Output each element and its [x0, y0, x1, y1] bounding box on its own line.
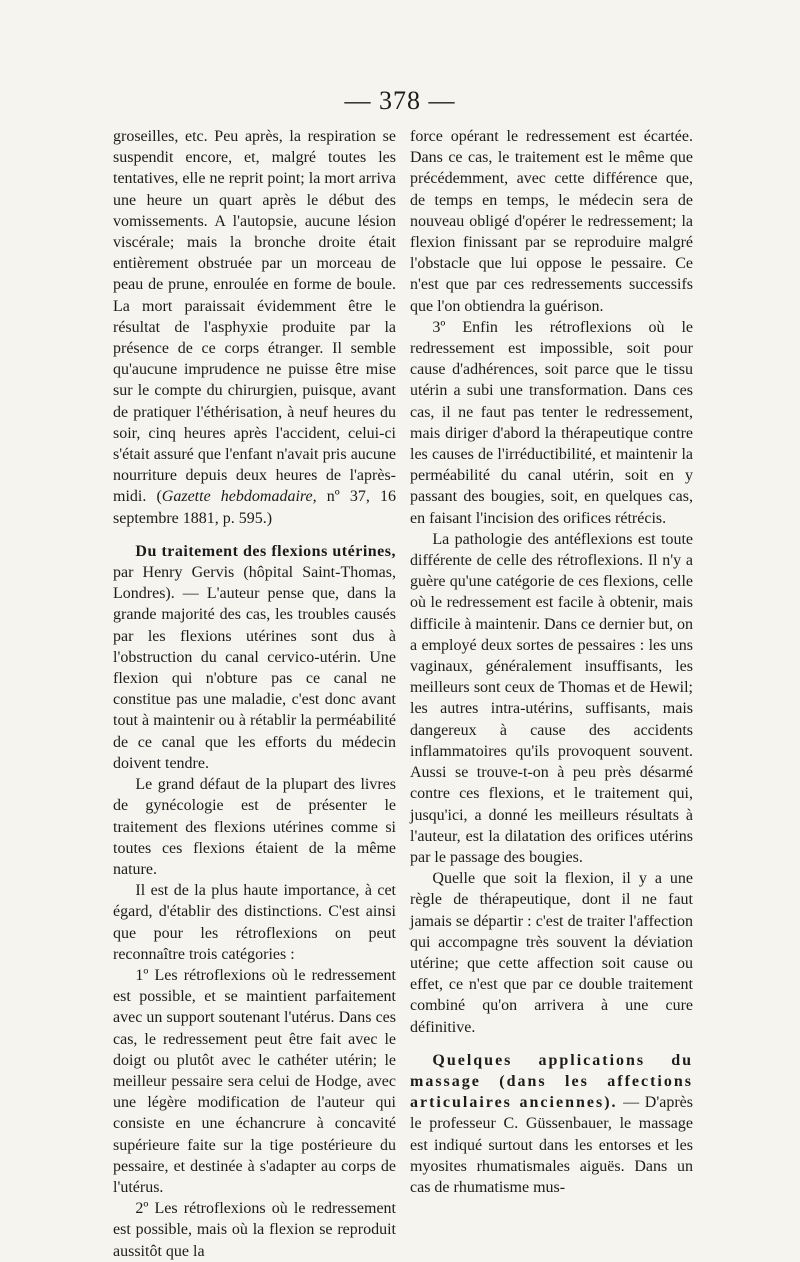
paragraph: Il est de la plus haute importance, à cet égard, d'établir des distinctions. C'est ainsi que pour les rétroflexions on peut reconnaître trois catégories :	[113, 882, 396, 963]
article-intro: — D'après le professeur C. Güssenbauer, le massage est indiqué surtout dans les entorses et les myosites rhumatismales aiguës. Dans un cas de rhumatisme mus-	[410, 1094, 694, 1196]
article-paragraph	[113, 541, 396, 774]
paragraph: Le grand défaut de la plupart des livres de gynécologie est de présenter le traitement des flexions utérines comme si toutes ces flexions étaient de la même nature.	[113, 776, 396, 878]
page-number: — 378 —	[344, 86, 456, 115]
right-column	[410, 126, 693, 1198]
citation-details: nº 37, 16 septembre 1881, p. 595.)	[113, 488, 396, 527]
article-paragraph	[410, 1050, 693, 1198]
article-title: Du traitement des flexions utérines,	[135, 542, 396, 560]
paragraph: 3º Enfin les rétroflexions où le redressement est impossible, soit pour cause d'adhérences, soit parce que le tissu utérin a subi une transformation. Dans ces cas, il ne faut pas tenter le redressement, mais diriger d'abord la thérapeutique contre les causes de l'irréductibilité, et maintenir la perméabilité du canal utérin, soit en y passant des bougies, soit, en quelques cas, en faisant l'incision des orifices rétrécis.	[410, 318, 693, 527]
paragraph: Quelle que soit la flexion, il y a une règle de thérapeutique, dont il ne faut jamais se départir : c'est de traiter l'affection qui accompagne très souvent la déviation utérine; que cette affection soit cause ou effet, ce n'est que par ce double traitement combiné qu'on arrivera à une cure définitive.	[410, 870, 693, 1036]
paragraph-text: groseilles, etc. Peu après, la respiration se suspendit encore, et, malgré toutes les tentatives, elle ne reprit point; la mort arriva une heure un quart après le début des vomissements. A l'autopsie, aucune lésion viscérale; mais la bronche droite était entièrement obstruée par un morceau de peau de prune, enroulée en forme de boule. La mort paraissait évidemment être le résultat de l'asphyxie produite par la présence de ce corps étranger. Il semble qu'aucune imprudence ne puisse être mise sur le compte du chirurgien, puisque, avant de pratiquer l'éthérisation, à neuf heures du soir, cinq heures après l'accident, celui-ci s'était assuré que l'enfant n'avait pris aucune nourriture depuis deux heures de l'après-midi. (	[113, 128, 396, 506]
citation-source: Gazette hebdomadaire,	[161, 488, 317, 506]
paragraph: 2º Les rétroflexions où le redressement est possible, mais où la flexion se reproduit aussitôt que la	[113, 1200, 396, 1260]
left-column	[113, 126, 396, 1262]
paragraph: 1º Les rétroflexions où le redressement est possible, et se maintient parfaitement avec un support soutenant l'utérus. Dans ces cas, le redressement peut être fait avec le doigt ou plutôt avec le cathéter utérin; le meilleur pessaire sera celui de Hodge, avec une légère modification de l'auteur qui consiste en une échancrure à concavité supérieure faite sur la tige postérieure du pessaire, et destinée à s'adapter au corps de l'utérus.	[113, 966, 396, 1196]
paragraph: force opérant le redressement est écartée. Dans ce cas, le traitement est le même que précédemment, avec cette différence que, de temps en temps, le médecin sera de nouveau obligé d'opérer le redressement; la flexion finissant par se reproduire malgré l'obstacle que lui oppose le pessaire. Ce n'est que par ces redressements successifs que l'on obtiendra la guérison.	[410, 128, 693, 315]
section-gap	[113, 529, 396, 541]
paragraph	[113, 126, 396, 529]
paragraph: La pathologie des antéflexions est toute différente de celle des rétroflexions. Il n'y a guère qu'une catégorie de ces flexions, celle où le redressement est facile à obtenir, mais difficile à maintenir. Dans ce dernier but, on a employé deux sortes de pessaires : les uns vaginaux, généralement insuffisants, les meilleurs sont ceux de Thomas et de Hewil; les autres intra-utérins, suffisants, mais dangereux à cause des accidents inflammatoires qu'ils provoquent souvent. Aussi se trouve-t-on à peu près désarmé contre ces flexions, et le traitement qui, jusqu'ici, a donné les meilleurs résultats à l'auteur, est la dilatation des orifices utérins par le passage des bougies.	[410, 530, 693, 866]
article-title: Quelques applications du massage (dans les affections articulaires anciennes).	[410, 1051, 693, 1112]
article-intro: par Henry Gervis (hôpital Saint-Thomas, Londres). — L'auteur pense que, dans la grande majorité des cas, les troubles causés par les flexions utérines sont dus à l'obstruction du canal cervico-utérin. Une flexion qui n'obture pas ce canal ne constitue pas une maladie, c'est donc avant tout à maintenir ou à rétablir la perméabilité de ce canal que les efforts du médecin doivent tendre.	[113, 564, 396, 772]
section-gap	[410, 1038, 693, 1050]
